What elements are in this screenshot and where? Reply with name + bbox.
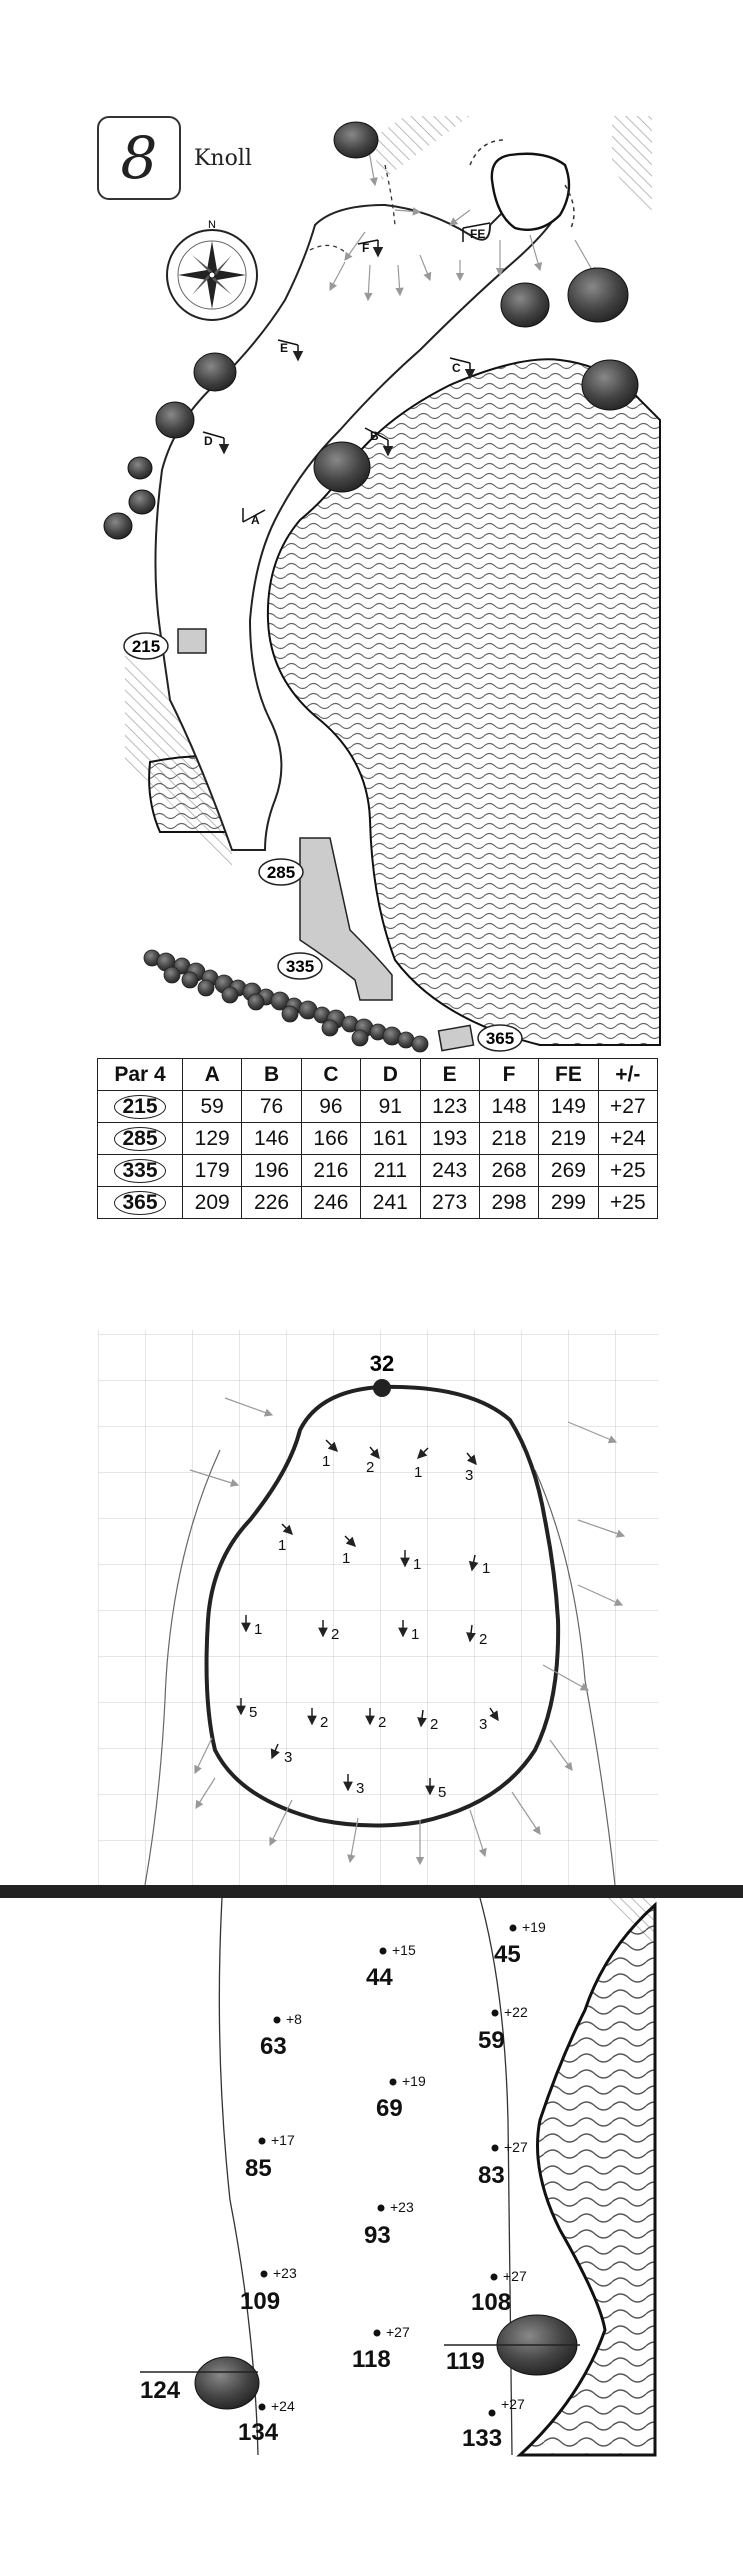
tree: [501, 283, 549, 327]
svg-text:+8: +8: [286, 2011, 302, 2027]
svg-text:+19: +19: [522, 1919, 546, 1935]
svg-text:2: 2: [366, 1459, 375, 1476]
svg-text:+24: +24: [271, 2398, 295, 2414]
table-cell: 226: [242, 1187, 301, 1219]
hole-number-badge: [97, 116, 181, 200]
table-cell: 149: [539, 1091, 598, 1123]
tee-value: 215: [114, 1095, 165, 1119]
svg-text:5: 5: [249, 1704, 258, 1721]
tree: [128, 457, 152, 479]
tee-cell: [98, 1187, 183, 1219]
table-cell: 269: [539, 1155, 598, 1187]
table-cell: 96: [301, 1091, 360, 1123]
tee-label-text: 215: [131, 637, 161, 656]
svg-text:1: 1: [413, 1556, 422, 1573]
tree: [156, 402, 194, 438]
tree: [334, 122, 378, 158]
svg-text:1: 1: [342, 1550, 351, 1567]
table-row: [98, 1123, 658, 1155]
tee-label: [124, 633, 168, 659]
svg-text:D: D: [204, 434, 213, 448]
distance-point: [240, 2265, 297, 2315]
svg-text:+19: +19: [402, 2073, 426, 2089]
svg-text:118: 118: [352, 2346, 391, 2373]
hole-name: Knoll: [194, 146, 252, 171]
table-cell: +27: [598, 1091, 657, 1123]
table-cell: 218: [479, 1123, 538, 1155]
svg-text:134: 134: [238, 2419, 279, 2446]
tee-label-text: 365: [485, 1029, 515, 1048]
rough-hatch-right: [612, 116, 652, 210]
svg-text:1: 1: [482, 1560, 491, 1577]
section-divider: [0, 1885, 743, 1898]
header-fe: FE: [539, 1059, 598, 1091]
compass-icon: [167, 219, 257, 320]
table-cell: 243: [420, 1155, 479, 1187]
table-row: [98, 1187, 658, 1219]
svg-text:44: 44: [366, 1964, 393, 1991]
svg-text:108: 108: [471, 2289, 512, 2316]
tee-label: [259, 859, 303, 885]
svg-text:3: 3: [356, 1780, 365, 1797]
svg-text:2: 2: [320, 1714, 329, 1731]
svg-text:C: C: [452, 361, 461, 375]
tree: [104, 513, 132, 539]
distance-point: [446, 2348, 485, 2375]
svg-text:+27: +27: [504, 2139, 528, 2155]
tree: [568, 268, 628, 322]
tree: [195, 2357, 259, 2409]
tee-label-text: 335: [285, 957, 315, 976]
table-row: [98, 1155, 658, 1187]
table-cell: 129: [183, 1123, 242, 1155]
hole-number: 8: [120, 124, 158, 192]
svg-text:F: F: [362, 241, 370, 255]
svg-text:69: 69: [376, 2095, 403, 2122]
table-cell: 161: [361, 1123, 420, 1155]
table-cell: 193: [420, 1123, 479, 1155]
tee-label-text: 285: [266, 863, 296, 882]
svg-text:+27: +27: [386, 2324, 410, 2340]
svg-text:3: 3: [479, 1716, 488, 1733]
svg-text:1: 1: [414, 1464, 423, 1481]
header-e: E: [420, 1059, 479, 1091]
table-cell: 241: [361, 1187, 420, 1219]
tee-label: [278, 953, 322, 979]
svg-text:133: 133: [462, 2425, 503, 2452]
svg-text:2: 2: [430, 1716, 439, 1733]
svg-text:85: 85: [245, 2155, 272, 2182]
distance-point: [478, 2139, 528, 2189]
tree: [129, 490, 155, 514]
table-cell: 76: [242, 1091, 301, 1123]
svg-text:109: 109: [240, 2288, 281, 2315]
green-detail: [98, 1330, 658, 1885]
svg-text:+17: +17: [271, 2132, 295, 2148]
rough-hatch-top: [370, 116, 470, 180]
svg-text:E: E: [280, 341, 289, 355]
table-cell: 166: [301, 1123, 360, 1155]
svg-text:+23: +23: [273, 2265, 297, 2281]
hole-map: [104, 116, 660, 1052]
tee-value: 285: [114, 1127, 165, 1151]
table-cell: +25: [598, 1187, 657, 1219]
svg-text:+22: +22: [504, 2004, 528, 2020]
table-cell: 123: [420, 1091, 479, 1123]
table-cell: 246: [301, 1187, 360, 1219]
svg-text:+15: +15: [392, 1942, 416, 1958]
distance-point: [238, 2398, 295, 2446]
distance-point: [245, 2132, 295, 2182]
tee-box-365: [439, 1025, 474, 1050]
header-c: C: [301, 1059, 360, 1091]
table-header-row: [98, 1059, 658, 1091]
table-row: [98, 1091, 658, 1123]
pin-icon: [373, 1379, 391, 1397]
table-cell: 219: [539, 1123, 598, 1155]
distance-point: [462, 2396, 525, 2452]
svg-text:119: 119: [446, 2348, 485, 2375]
distance-point: [478, 2004, 528, 2054]
header-par: Par 4: [98, 1059, 183, 1091]
table-cell: 209: [183, 1187, 242, 1219]
svg-text:1: 1: [278, 1537, 287, 1554]
table-cell: +25: [598, 1155, 657, 1187]
svg-text:59: 59: [478, 2027, 505, 2054]
header-a: A: [183, 1059, 242, 1091]
svg-text:+27: +27: [503, 2268, 527, 2284]
tee-cell: [98, 1123, 183, 1155]
distance-point: [471, 2268, 527, 2316]
tee-label: [478, 1025, 522, 1051]
distance-point: [140, 2377, 181, 2404]
svg-text:B: B: [370, 429, 379, 443]
svg-text:A: A: [251, 513, 260, 527]
table-cell: 273: [420, 1187, 479, 1219]
svg-text:83: 83: [478, 2162, 505, 2189]
distance-chart: [140, 1898, 655, 2455]
header-f: F: [479, 1059, 538, 1091]
svg-text:1: 1: [411, 1626, 420, 1643]
table-cell: 216: [301, 1155, 360, 1187]
svg-text:3: 3: [465, 1467, 474, 1484]
tee-value: 335: [114, 1159, 165, 1183]
distance-point: [352, 2324, 410, 2373]
svg-text:2: 2: [378, 1714, 387, 1731]
compass-north-label: N: [208, 219, 216, 231]
table-cell: 179: [183, 1155, 242, 1187]
tree: [582, 360, 638, 410]
distance-point: [260, 2011, 302, 2060]
svg-text:1: 1: [322, 1453, 331, 1470]
svg-text:5: 5: [438, 1784, 447, 1801]
distance-point: [366, 1942, 416, 1991]
table-cell: 299: [539, 1187, 598, 1219]
header-b: B: [242, 1059, 301, 1091]
svg-text:2: 2: [331, 1626, 340, 1643]
green-grid: [98, 1330, 658, 1885]
svg-text:FE: FE: [470, 227, 486, 241]
svg-text:45: 45: [494, 1941, 521, 1968]
svg-text:1: 1: [254, 1621, 263, 1638]
distance-point: [376, 2073, 426, 2122]
svg-text:63: 63: [260, 2033, 287, 2060]
svg-text:2: 2: [479, 1631, 488, 1648]
tee-value: 365: [114, 1191, 165, 1215]
table-cell: 196: [242, 1155, 301, 1187]
table-cell: 59: [183, 1091, 242, 1123]
marker-c: [450, 358, 470, 378]
table-cell: 146: [242, 1123, 301, 1155]
green-depth: 32: [369, 1351, 395, 1376]
table-cell: 148: [479, 1091, 538, 1123]
tee-cell: [98, 1155, 183, 1187]
tee-cell: [98, 1091, 183, 1123]
tee-box-215: [178, 629, 206, 653]
table-cell: 268: [479, 1155, 538, 1187]
svg-text:124: 124: [140, 2377, 181, 2404]
svg-text:3: 3: [284, 1749, 293, 1766]
svg-text:+27: +27: [501, 2396, 525, 2412]
header-d: D: [361, 1059, 420, 1091]
table-cell: +24: [598, 1123, 657, 1155]
distance-point: [364, 2199, 414, 2249]
svg-text:93: 93: [364, 2222, 391, 2249]
svg-text:+23: +23: [390, 2199, 414, 2215]
yardage-table: [97, 1058, 658, 1219]
tree: [314, 442, 370, 492]
header-elevation: +/-: [598, 1059, 657, 1091]
tree: [194, 353, 236, 391]
table-cell: 298: [479, 1187, 538, 1219]
table-cell: 91: [361, 1091, 420, 1123]
table-cell: 211: [361, 1155, 420, 1187]
distance-point: [494, 1919, 546, 1968]
